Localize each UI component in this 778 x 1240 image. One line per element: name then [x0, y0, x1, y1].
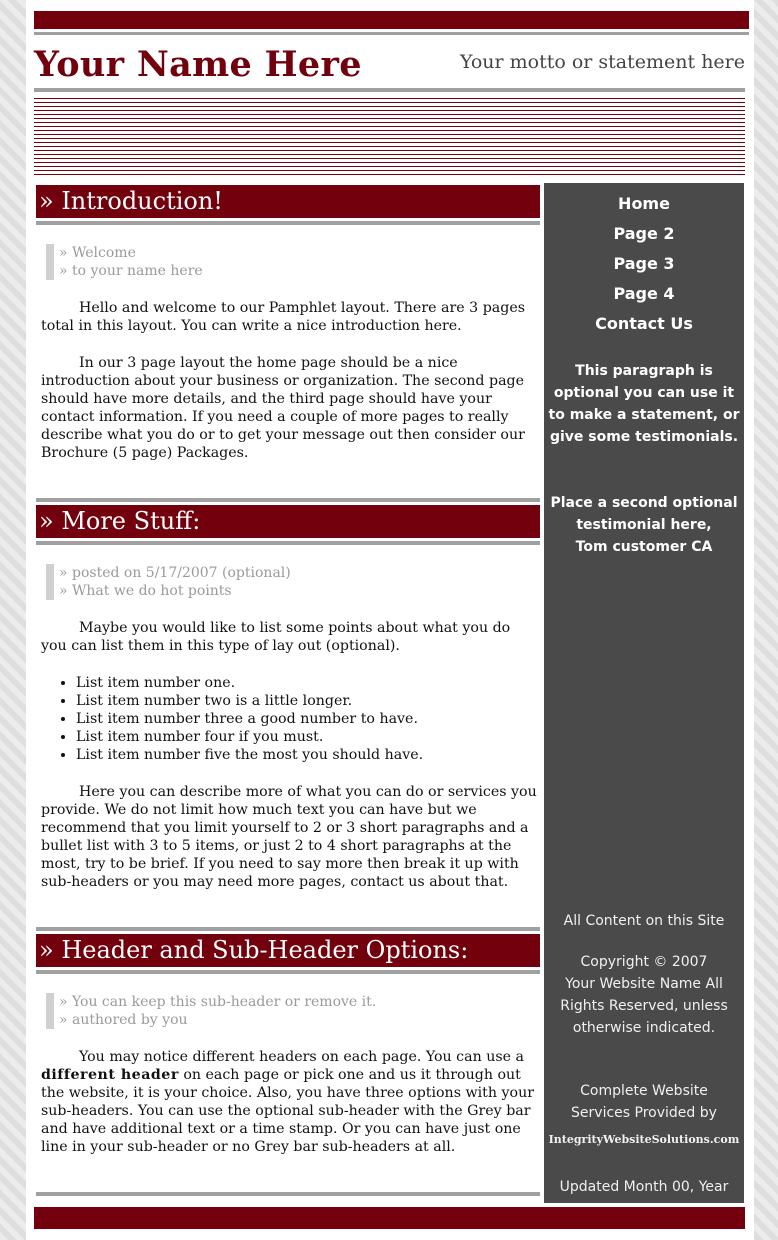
- sidebar: [544, 183, 744, 1203]
- section-rule: [36, 221, 540, 225]
- sub-header-line: » Welcome: [59, 245, 136, 261]
- testimonial-2: [544, 492, 744, 558]
- section-heading-introduction: » Introduction!: [36, 185, 540, 218]
- section-heading-more-stuff: » More Stuff:: [36, 505, 540, 538]
- nav-page-4-link[interactable]: Page 4: [613, 284, 675, 303]
- footer-copyright: [544, 951, 744, 1039]
- paragraph: Hello and welcome to our Pamphlet layout. There are 3 pages total in this layout. You can write a nice introduction here.: [41, 300, 525, 334]
- testimonial-1: This paragraph is optional you can use it to make a statement, or give some testimonials.: [548, 363, 740, 445]
- paragraph: Here you can describe more of what you can do or services you provide. We do not limit how much text you can have but we recommend that you limit yourself to 2 or 3 short paragraphs and a bullet list with 3 to 5 items, or just 2 to 4 short paragraphs at the most, try to be brief. If you need to say more then break it up with sub-headers or you may need more pages, contact us about that.: [41, 784, 537, 890]
- paragraph: In our 3 page layout the home page should be a nice introduction about your business or organization. The second page should have more details, and the third page should have your contact information. If you need a couple of more pages to really describe what you do or to get your message out then consider our Brochure (5 page) Packages.: [41, 355, 525, 461]
- list-item: • List item number one.: [76, 674, 556, 692]
- nav-contact-us-link[interactable]: Contact Us: [595, 314, 693, 333]
- header-rule: [34, 88, 745, 92]
- section-rule: [36, 927, 540, 931]
- nav-page-3-link[interactable]: Page 3: [613, 254, 675, 273]
- list-item: • List item number three a good number to have.: [76, 710, 556, 728]
- list-item: • List item number two is a little longer.: [76, 692, 556, 710]
- sub-header-line: » to your name here: [59, 263, 203, 279]
- footer-content-line: All Content on this Site: [563, 913, 725, 929]
- paragraph: You may notice different headers on each page. You can use a different header on each page or pick one and us it through out the website, it is your choice. Also, you have three options with your sub-headers. You can use the optional sub-header with the Grey bar and have additional text or a time stamp. Or you can have just one line in your sub-header or no Grey bar sub-headers at all.: [41, 1049, 534, 1155]
- sub-header-line: » You can keep this sub-header or remove it.: [59, 994, 377, 1010]
- bottom-bar: [34, 1207, 745, 1229]
- sub-header-line: » What we do hot points: [59, 583, 232, 599]
- section-rule: [36, 970, 540, 974]
- company-link[interactable]: IntegrityWebsiteSolutions.com: [548, 1133, 740, 1146]
- footer-updated: Updated Month 00, Year: [559, 1179, 729, 1195]
- bullet-list: [41, 674, 556, 764]
- top-rule: [34, 32, 749, 35]
- emphasis-text: different header: [41, 1067, 179, 1083]
- paragraph: Maybe you would like to list some points about what you do you can list them in this type of lay out (optional).: [41, 620, 511, 654]
- testimonial-author: Tom customer CA: [575, 539, 713, 555]
- sub-header: [46, 993, 376, 1029]
- page: [26, 0, 754, 1240]
- footer-services: Complete Website Services Provided by: [571, 1083, 717, 1121]
- section-rule: [36, 498, 540, 502]
- copyright-line: Copyright © 2007: [580, 954, 708, 970]
- header-stripes: [34, 98, 745, 178]
- testimonial-text: Place a second optional testimonial here,: [550, 495, 738, 533]
- nav-home-link[interactable]: Home: [618, 194, 670, 213]
- nav-page-2-link[interactable]: Page 2: [613, 224, 675, 243]
- section-rule: [36, 541, 540, 545]
- section-rule: [36, 1192, 540, 1196]
- sub-header-line: » authored by you: [59, 1012, 188, 1028]
- sub-header: [46, 564, 291, 600]
- site-name[interactable]: Your Name Here: [34, 44, 362, 85]
- site-motto: Your motto or statement here: [459, 51, 745, 73]
- sub-header-line: » posted on 5/17/2007 (optional): [59, 565, 291, 581]
- top-bar: [34, 11, 749, 29]
- list-item: • List item number four if you must.: [76, 728, 556, 746]
- section-heading-header-options: » Header and Sub-Header Options:: [36, 934, 540, 967]
- list-item: • List item number five the most you should have.: [76, 746, 556, 764]
- copyright-notice: Your Website Name All Rights Reserved, unless otherwise indicated.: [560, 976, 728, 1036]
- sub-header: [46, 244, 203, 280]
